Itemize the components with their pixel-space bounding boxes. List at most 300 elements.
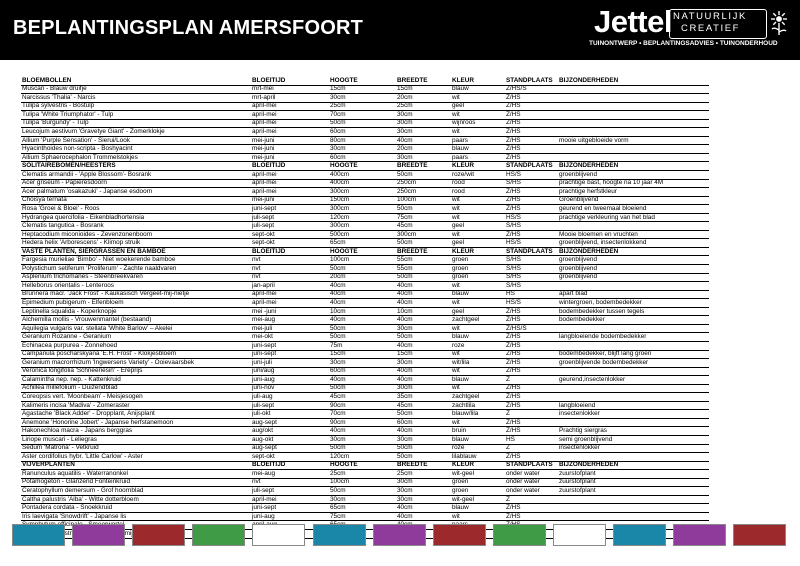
company-logo [588,4,793,54]
table-cell: 500cm [329,230,396,239]
table-cell [558,153,709,162]
table-row [21,205,709,214]
table-cell: Prachtig siergras [558,427,709,436]
table-cell: Z/HS [505,145,558,154]
column-header: STANDPLAATS [505,77,558,85]
column-header: KLEUR [451,162,505,171]
plant-name-cell: Allium Sphaerocephalon Trommelstokjes [21,153,251,162]
table-cell: Z/HS [505,453,558,462]
plant-name-cell: Leucojum aestivum 'Gravetye Giant' - Zomerklokje [21,128,251,137]
column-header: STANDPLAATS [505,162,558,171]
section-title: VIJVERPLANTEN [21,461,251,470]
section-header-row [21,162,709,171]
table-cell: 30cm [329,435,396,444]
table-cell: prachtige bast, hoogte na 10 jaar 4M [558,179,709,188]
table-cell: 45cm [396,222,451,231]
table-cell: 40cm [329,427,396,436]
plant-name-cell: Campanula poscharskyana 'E.H. Frost' - Klokjesbloem [21,350,251,359]
table-cell: wit [451,196,505,205]
table-cell: 25cm [329,470,396,479]
table-cell: sept-okt [251,230,329,239]
table-cell: blauw [451,145,505,154]
table-cell [558,512,709,521]
column-header: KLEUR [451,247,505,256]
table-cell: mei-juni [251,145,329,154]
table-cell: mei-juli [251,324,329,333]
table-cell: blauw [451,504,505,513]
table-cell: juni-aug [251,512,329,521]
table-cell: S/HS [505,179,558,188]
table-cell: mei-juni [251,196,329,205]
table-cell: paars [451,136,505,145]
table-row [21,179,709,188]
table-cell: groen [451,273,505,282]
table-cell: prachtige herfstkleur [558,188,709,197]
plant-name-cell: Tulipa 'White Triumphator' - Tulp [21,111,251,120]
table-row [21,410,709,419]
table-cell: 40cm [329,299,396,308]
table-cell: juni-nov [251,384,329,393]
plant-name-cell: Tulipa 'Burgundy' - Tulp [21,119,251,128]
table-cell: 30cm [396,435,451,444]
table-cell: 150cm [329,196,396,205]
table-cell: geurend,insectenlokker [558,376,709,385]
color-swatch-rood [433,524,486,546]
table-cell: nvt [251,256,329,265]
table-cell: Z/HS [505,94,558,103]
table-cell: zuurstofplant [558,487,709,496]
table-cell: wit [451,384,505,393]
table-cell: april-mei [251,179,329,188]
table-cell: 50cm [396,410,451,419]
table-cell: Z/HS [505,205,558,214]
table-cell: 50cm [329,119,396,128]
table-cell: 30cm [329,94,396,103]
table-row [21,188,709,197]
table-cell: mei-juni [251,153,329,162]
column-header: BLOEITIJD [251,77,329,85]
table-row [21,393,709,402]
table-cell [558,111,709,120]
table-row [21,153,709,162]
table-row [21,119,709,128]
plant-name-cell: Acer palmatum 'osakazuki' - Japanse esdoorn [21,188,251,197]
table-cell [558,94,709,103]
table-cell: 40cm [396,316,451,325]
table-cell: lilablauw [451,453,505,462]
table-cell: 75cm [329,512,396,521]
table-cell: 50cm [329,384,396,393]
plant-name-cell: Liriope muscari - Leliegras [21,435,251,444]
table-cell: insectenlokker [558,444,709,453]
table-cell: groen [451,265,505,274]
table-cell: S/HS [505,273,558,282]
table-cell: 40cm [396,512,451,521]
table-cell: geel [451,307,505,316]
table-cell: Z [505,495,558,504]
plant-name-cell: Allium 'Purple Sensation' - Sierui/Look [21,136,251,145]
plant-name-cell: Geranium Rozanne - Geranium [21,333,251,342]
table-cell: 300cm [329,188,396,197]
table-cell: Z/HS [505,350,558,359]
table-cell: Z/HS [505,102,558,111]
table-cell: 15cm [396,350,451,359]
table-cell: april-mei [251,188,329,197]
table-cell: wit-geel [451,495,505,504]
table-cell: wit [451,282,505,291]
table-cell: 50cm [329,265,396,274]
table-row [21,470,709,479]
table-cell: HS/S [505,213,558,222]
table-row [21,273,709,282]
table-cell: Z/HS [505,393,558,402]
table-cell: Z/HS [505,341,558,350]
plant-name-cell: Achillea millefolium - Duizendblad [21,384,251,393]
table-cell: Z/HS [505,230,558,239]
column-header: STANDPLAATS [505,247,558,256]
table-cell: 80cm [329,136,396,145]
table-row [21,478,709,487]
plant-name-cell: Clematis tangutica - Bosrank [21,222,251,231]
plant-name-cell: Asplenium trichomanes - Steenbreekvaren [21,273,251,282]
table-cell: juli-sept [251,213,329,222]
plant-name-cell: Hydrangea quercifolia - Eikenbladhortensia [21,213,251,222]
table-cell: 60cm [329,128,396,137]
table-cell: bodembedekker [558,316,709,325]
table-cell: groenblijvend [558,171,709,180]
plant-name-cell: Tulipa sylvestris - Bostulp [21,102,251,111]
table-cell: 70cm [329,410,396,419]
table-cell [558,128,709,137]
table-cell: prachtige verkleuring van het blad [558,213,709,222]
section-title: SOLITAIREBOMEN/HEESTERS [21,162,251,171]
section-title: BLOEMBOLLEN [21,77,251,85]
table-cell: Z/HS [505,333,558,342]
table-row [21,265,709,274]
logo-slogan-line1: NATUURLIJK [673,11,747,22]
table-cell: apart blad [558,290,709,299]
logo-name: Jettel [594,4,672,39]
table-cell: groenblijvend, insectenlokkend [558,239,709,248]
table-cell: april-mei [251,102,329,111]
table-row [21,418,709,427]
column-header: HOOGTE [329,461,396,470]
color-swatch-wit [252,524,305,546]
plant-name-cell: Agastache 'Black Adder' - Dropplant, Anijsplant [21,410,251,419]
plant-name-cell: Caltha palustris 'Alba' - Witte dotterbloem [21,495,251,504]
table-cell: Z [505,444,558,453]
table-cell: 50cm [396,239,451,248]
table-row [21,487,709,496]
color-swatch-paars [373,524,426,546]
table-cell: april-mei [251,111,329,120]
table-cell: groenblijvend [558,265,709,274]
table-cell: Z/HS [505,119,558,128]
plant-name-cell: Iris laevigata 'Snowdrift' - Japanse lis [21,512,251,521]
table-cell: 20cm [329,273,396,282]
table-row [21,196,709,205]
table-row [21,316,709,325]
plant-name-cell: Ceratophyllum demersum - Grof hoornblad [21,487,251,496]
table-cell: 30cm [396,324,451,333]
color-swatch-blauw [12,524,65,546]
table-cell: sept-okt [251,239,329,248]
flower-icon [768,10,790,36]
table-cell: 40cm [329,316,396,325]
table-cell: 50cm [329,444,396,453]
table-cell: mei -juni [251,307,329,316]
table-cell: S/HS [505,282,558,291]
table-cell: blauw [451,376,505,385]
table-row [21,136,709,145]
table-cell: Z/HS [505,316,558,325]
table-cell: roze/wit [451,171,505,180]
table-cell: 45cm [396,401,451,410]
table-cell: 40cm [396,427,451,436]
table-row [21,239,709,248]
table-cell: groen [451,256,505,265]
table-row [21,171,709,180]
column-header: BLOEITIJD [251,247,329,256]
table-cell [558,495,709,504]
table-row [21,94,709,103]
section-header-row [21,247,709,256]
table-cell: april-mei [251,119,329,128]
plant-name-cell: Hedera helix 'Arborescens' - Klimop struik [21,239,251,248]
plant-name-cell: Veronica longifolia 'Schneeriesin' - Ereprijs [21,367,251,376]
table-row [21,512,709,521]
table-cell: Z/HS [505,153,558,162]
table-cell: jan-april [251,282,329,291]
table-cell: onder water [505,470,558,479]
table-cell: mei-okt [251,333,329,342]
section-header-row [21,77,709,85]
table-cell: Z/HS [505,307,558,316]
table-cell: 120cm [329,453,396,462]
plant-name-cell: Muscari - Blauw druifje [21,85,251,94]
table-cell: aug-sept [251,444,329,453]
table-cell: wit [451,205,505,214]
plant-name-cell: Ranunculus aquatilis - Waterranonkel [21,470,251,479]
table-cell: 60cm [329,153,396,162]
table-cell: Z [505,410,558,419]
page-title: BEPLANTINGSPLAN AMERSFOORT [13,17,364,39]
plant-name-cell: Polystichum setiferum 'Proliferum' - Zachte naaldvaren [21,265,251,274]
table-cell: Z/HS [505,512,558,521]
table-cell: 30cm [396,478,451,487]
table-cell: langbloeiend [558,401,709,410]
table-cell: Mooie bloemen en vruchten [558,230,709,239]
table-cell: Z [505,376,558,385]
table-cell: 65cm [329,504,396,513]
column-header: KLEUR [451,461,505,470]
table-cell: groen [451,487,505,496]
table-cell: april-mei [251,128,329,137]
table-cell: 15cm [329,350,396,359]
table-cell: juni-sept [251,504,329,513]
table-cell: wintergroen, bodembedekker [558,299,709,308]
table-cell: groenblijvend [558,273,709,282]
table-cell: HS/S [505,239,558,248]
plant-name-cell: Narcissus 'Thalia' - Narcis [21,94,251,103]
table-row [21,307,709,316]
table-cell: 40cm [396,376,451,385]
column-header: BLOEITIJD [251,461,329,470]
table-cell: zuurstofplant [558,478,709,487]
table-cell: groen [451,478,505,487]
table-row [21,341,709,350]
column-header: BREEDTE [396,247,451,256]
column-header: BIJZONDERHEDEN [558,247,709,256]
table-cell: aug-okt [251,435,329,444]
table-row [21,324,709,333]
table-cell: 50cm [396,453,451,462]
table-cell: juli-aug [251,393,329,402]
table-cell: 60cm [329,367,396,376]
table-cell: roze [451,444,505,453]
table-cell: wit/lila [451,359,505,368]
color-swatch-wit [553,524,606,546]
table-cell: 300cm [396,230,451,239]
table-cell: nvt [251,265,329,274]
column-header: BREEDTE [396,162,451,171]
color-swatch-rood [733,524,786,546]
table-cell: groenblijvende bodembedekker [558,359,709,368]
table-cell: Z/HS [505,504,558,513]
table-cell: 300cm [329,222,396,231]
table-cell: roze [451,341,505,350]
table-row [21,222,709,231]
table-cell: 400cm [329,179,396,188]
table-cell: wit [451,94,505,103]
table-cell [558,102,709,111]
plant-name-cell: Acer griseum - Papieresdoorn [21,179,251,188]
table-cell: juli-sept [251,401,329,410]
table-cell: 60cm [396,418,451,427]
table-row [21,102,709,111]
table-cell: S/HS [505,256,558,265]
table-cell: juni-aug [251,376,329,385]
table-cell: Z/HS/S [505,85,558,94]
table-cell: wit [451,128,505,137]
table-cell: 30cm [396,384,451,393]
table-cell: 75m [329,341,396,350]
table-cell: sept-okt [251,453,329,462]
table-row [21,435,709,444]
table-cell: S/HS [505,265,558,274]
color-swatch-blauw [313,524,366,546]
table-cell: wit [451,324,505,333]
table-cell: 65cm [329,239,396,248]
table-cell: juli-sept [251,487,329,496]
table-cell: juni-juli [251,359,329,368]
table-cell: zachtgeel [451,316,505,325]
table-cell: juni-sept [251,205,329,214]
table-row [21,230,709,239]
table-cell: juni-sept [251,350,329,359]
table-cell: mooie uitgebloeide vorm [558,136,709,145]
table-cell: 300cm [329,205,396,214]
table-cell: Z/HS/S [505,324,558,333]
plant-name-cell: Alchemilla mollis - Vrouwenmantel (bestaand) [21,316,251,325]
column-header: BLOEITIJD [251,162,329,171]
table-cell: aug-sept [251,418,329,427]
table-cell: mei-juni [251,136,329,145]
table-row [21,111,709,120]
table-cell [558,384,709,393]
table-cell: april-mei [251,299,329,308]
table-cell [558,453,709,462]
table-cell: 40cm [396,282,451,291]
table-row [21,504,709,513]
table-cell [558,282,709,291]
plant-name-cell: Anemone 'Honorine Jobert' - Japanse herfstanemoon [21,418,251,427]
table-cell: 30cm [396,119,451,128]
table-cell: 50cm [396,171,451,180]
table-cell: 30cm [329,495,396,504]
table-row [21,384,709,393]
table-cell: semi groenblijvend [558,435,709,444]
table-cell: zachtlila [451,401,505,410]
table-cell: 50cm [329,333,396,342]
table-cell: 40cm [396,299,451,308]
column-header: STANDPLAATS [505,461,558,470]
table-cell: bodembedekker, blijft lang groen [558,350,709,359]
table-cell: zuurstofplant [558,470,709,479]
table-cell: 25cm [396,470,451,479]
table-cell: blauw [451,333,505,342]
table-cell: geel [451,102,505,111]
table-row [21,85,709,94]
table-cell: geel [451,222,505,231]
table-cell: 55cm [396,265,451,274]
plant-name-cell: Choisya ternata [21,196,251,205]
table-cell: 40cm [396,290,451,299]
section-title: VASTE PLANTEN, SIERGRASSEN EN BAMBOE [21,247,251,256]
plant-name-cell: Leptinella squalida - Koperknopje [21,307,251,316]
color-swatch-groen [493,524,546,546]
table-cell: 250cm [396,179,451,188]
column-header: BREEDTE [396,77,451,85]
table-row [21,213,709,222]
table-cell: april-mei [251,495,329,504]
table-cell: langbloeiende bodembedekker [558,333,709,342]
table-cell: Z/HS [505,196,558,205]
table-cell: mrt-mei [251,85,329,94]
table-cell [558,418,709,427]
table-cell: 30cm [396,111,451,120]
table-cell: 50cm [329,487,396,496]
table-cell: Z/HS [505,384,558,393]
table-cell: onder water [505,487,558,496]
table-cell: 30cm [396,359,451,368]
table-cell: HS [505,290,558,299]
table-cell: Z/HS [505,136,558,145]
table-cell: 75cm [396,213,451,222]
table-cell: Groenblijvend [558,196,709,205]
table-cell: wit [451,367,505,376]
table-cell [558,341,709,350]
plant-name-cell: Helleborus orientalis - Lenteroos [21,282,251,291]
color-swatch-blauw [613,524,666,546]
table-row [21,290,709,299]
table-cell: 20cm [396,145,451,154]
table-cell: 20cm [396,94,451,103]
table-cell: blauw [451,435,505,444]
table-cell: 90cm [329,401,396,410]
table-row [21,401,709,410]
table-cell: aug/okt [251,427,329,436]
